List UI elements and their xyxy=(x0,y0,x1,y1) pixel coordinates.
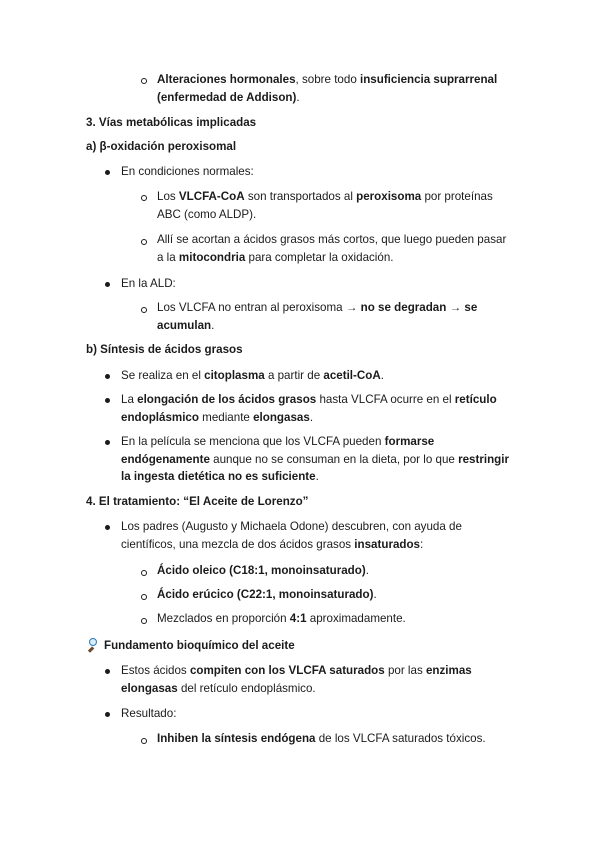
bullet-icon xyxy=(105,669,110,674)
bullet-icon xyxy=(105,440,110,445)
cytoplasm-synthesis-item: Se realiza en el citoplasma a partir de acetil-CoA. xyxy=(121,369,384,382)
hormonal-alterations-item: Alteraciones hormonales, sobre todo insuficiencia suprarrenal (enfermedad de Addison). xyxy=(157,73,498,104)
circle-bullet-icon xyxy=(141,570,147,576)
bullet-icon xyxy=(105,712,110,717)
section-3-heading: 3. Vías metabólicas implicadas xyxy=(86,116,257,129)
bullet-icon xyxy=(105,398,110,403)
magnifier-icon xyxy=(86,638,99,651)
ald-item: En la ALD: xyxy=(121,277,176,290)
vlcfa-accumulation-item: Los VLCFA no entran al peroxisoma → no se degradan → se acumulan. xyxy=(157,301,478,332)
shortening-item: Allí se acortan a ácidos grasos más cortos, que luego pueden pasar a la mitocondria para completar la oxidación. xyxy=(157,233,507,264)
circle-bullet-icon xyxy=(141,738,147,744)
section-4-heading: 4. El tratamiento: “El Aceite de Lorenzo” xyxy=(86,495,309,508)
inhibition-item: Inhiben la síntesis endógena de los VLCFA saturados tóxicos. xyxy=(157,732,486,745)
bullet-icon xyxy=(105,282,110,287)
subsection-b-heading: b) Síntesis de ácidos grasos xyxy=(86,343,243,356)
ratio-item: Mezclados en proporción 4:1 aproximadamente. xyxy=(157,612,406,625)
circle-bullet-icon xyxy=(141,307,147,313)
elongation-item: La elongación de los ácidos grasos hasta VLCFA ocurre en el retículo endoplásmico mediante elongasas. xyxy=(121,393,497,424)
fundamento-heading: Fundamento bioquímico del aceite xyxy=(86,638,295,652)
circle-bullet-icon xyxy=(141,195,147,201)
erucic-acid-item: Ácido erúcico (C22:1, monoinsaturado). xyxy=(157,588,377,601)
subsection-a-heading: a) β-oxidación peroxisomal xyxy=(86,140,237,153)
vlcfa-transport-item: Los VLCFA-CoA son transportados al peroxisoma por proteínas ABC (como ALDP). xyxy=(157,190,493,221)
parents-discovery-item: Los padres (Augusto y Michaela Odone) descubren, con ayuda de científicos, una mezcla de dos ácidos grasos insaturados: xyxy=(121,520,462,551)
circle-bullet-icon xyxy=(141,239,147,245)
normal-conditions-item: En condiciones normales: xyxy=(121,165,254,178)
competition-item: Estos ácidos compiten con los VLCFA saturados por las enzimas elongasas del retículo endoplásmico. xyxy=(121,664,472,695)
circle-bullet-icon xyxy=(141,594,147,600)
endogenous-formation-item: En la película se menciona que los VLCFA pueden formarse endógenamente aunque no se consuman en la dieta, por lo que restringir la ingesta dietética no es suficiente. xyxy=(121,435,509,483)
circle-bullet-icon xyxy=(141,618,147,624)
bullet-icon xyxy=(105,170,110,175)
circle-bullet-icon xyxy=(141,78,147,84)
bullet-icon xyxy=(105,374,110,379)
bullet-icon xyxy=(105,525,110,530)
oleic-acid-item: Ácido oleico (C18:1, monoinsaturado). xyxy=(157,564,369,577)
result-item: Resultado: xyxy=(121,707,177,720)
